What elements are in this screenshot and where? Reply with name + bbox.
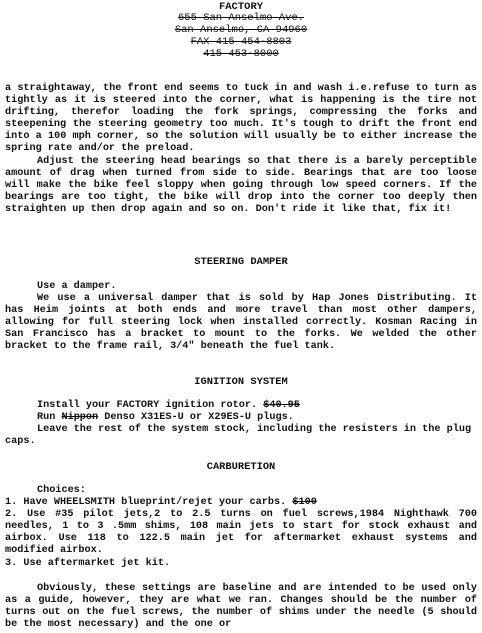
choice-1-struck-price: $100 xyxy=(292,497,317,509)
address-line-2: San Anselmo, CA 94960 xyxy=(174,24,308,36)
steering-damper-section xyxy=(5,281,477,354)
damper-paragraph: We use a universal damper that is sold by Hap Jones Distributing. It has Heim joints at both ends and more travel than most other dampers, allowing for full steering lock when installed correctly. Kosman Racing in San Francisco has a bracket to mount to the forks. We welded the other bracket to the frame rail, 3/4" beneath the fuel tank. xyxy=(5,293,477,353)
address-line-4: 415 453-8000 xyxy=(203,48,279,60)
ignition-struck-price: $40.95 xyxy=(263,400,300,411)
carburetion-section xyxy=(5,485,477,570)
intro-paragraph-2: Adjust the steering head bearings so that there is a barely perceptible amount of drag when turned from side to side. Bearings that are too loose will make the bike feel sloppy when going through low speed corners. If the bearings are too tight, the bike will drop into the corner too deeply then straighten up then drop again and so on. Don't ride it like that, fix it! xyxy=(5,155,477,215)
ignition-run-text: Run xyxy=(37,412,56,424)
ignition-line-2 xyxy=(5,412,477,424)
damper-line: Use a damper. xyxy=(37,281,117,292)
intro-paragraph-1: a straightaway, the front end seems to tuck in and wash i.e.refuse to turn as tightly as it is steered into the corner, what is happening is the tire not drifting, therefor loading the fork springs, compressing the forks and steepening the steering geometry too much. It's tough to drift the front end into a 100 mph corner, so the solution will usually be to either increase the spring rate and/or the preload. xyxy=(5,83,477,155)
ignition-line-3: Leave the rest of the system stock, including the resisters in the plug caps. xyxy=(5,424,472,448)
choice-2: 2. Use #35 pilot jets,2 to 2.5 turns on fuel screws,1984 Nighthawk 700 needles, 1 to 3 .5mm shims, 108 main jets to start for stock exhaust and airbox. Use 118 to 122.5 main jet for aftermarket exhaust systems and modified airbox. xyxy=(5,509,477,557)
choice-1 xyxy=(5,497,477,509)
ignition-heading: IGNITION SYSTEM xyxy=(194,376,288,388)
steering-damper-heading: STEERING DAMPER xyxy=(194,256,288,268)
intro-section xyxy=(5,83,477,216)
ignition-line-1 xyxy=(5,400,477,412)
choice-3: 3. Use aftermarket jet kit. xyxy=(5,557,171,569)
ignition-rotor-text: Install your FACTORY ignition rotor. xyxy=(37,400,258,411)
factory-title: FACTORY xyxy=(218,1,264,13)
ignition-plugs-text: Denso X31ES-U or X29ES-U plugs. xyxy=(104,412,294,424)
closing-section xyxy=(5,583,477,631)
address-line-1: 655 San Anselmo Ave. xyxy=(177,12,305,24)
ignition-section xyxy=(5,400,477,448)
choice-1-text: 1. Have WHEELSMITH blueprint/rejet your carbs. xyxy=(5,497,287,509)
closing-paragraph: Obviously, these settings are baseline and are intended to be used only as a guide, however, they are what we ran. Changes should be the number of turns out on the fuel screws, the number of shims under the needle (5 should be the most necessary) and the one or xyxy=(5,583,477,631)
address-line-3: FAX 415 454-8803 xyxy=(190,36,292,48)
carburetion-heading: CARBURETION xyxy=(206,461,276,473)
choices-label: Choices: xyxy=(37,485,86,496)
ignition-struck-brand: Nippon xyxy=(61,412,99,424)
